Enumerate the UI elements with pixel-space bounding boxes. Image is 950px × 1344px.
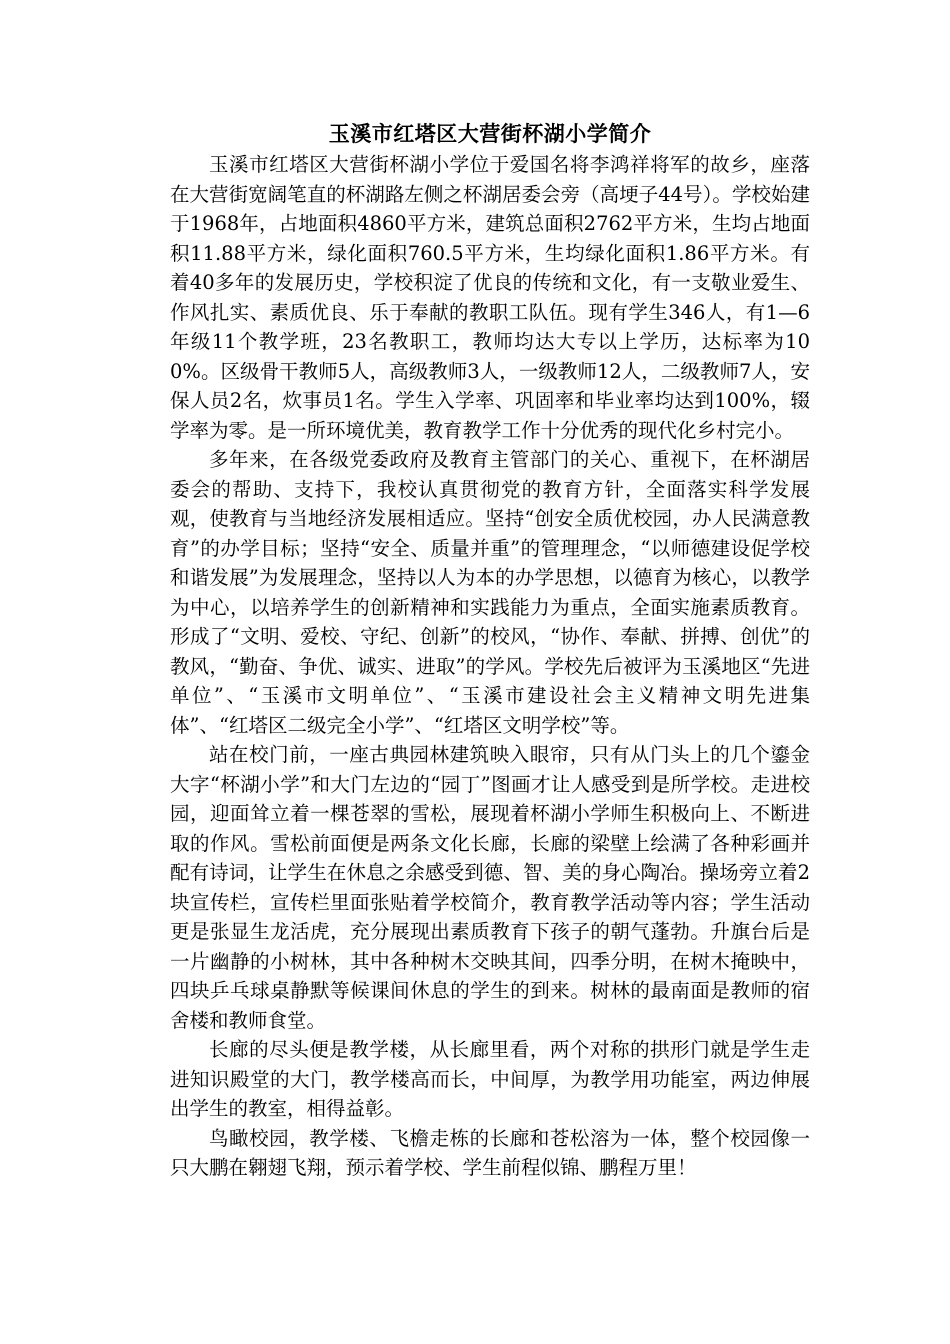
paragraph-school-philosophy: 多年来，在各级党委政府及教育主管部门的关心、重视下，在杯湖居委会的帮助、支持下，我校认真贯彻党的教育方针，全面落实科学发展观，使教育与当地经济发展相适应。坚持“创安全质优校园，办人民满意教育”的办学目标；坚持“安全、质量并重”的管理理念，“以师德建设促学校和谐发展”为发展理念，坚持以人为本的办学思想，以德育为核心，以教学为中心，以培养学生的创新精神和实践能力为重点，全面实施素质教育。形成了“文明、爱校、守纪、创新”的校风，“协作、奉献、拼搏、创优”的教风，“勤奋、争优、诚实、进取”的学风。学校先后被评为玉溪地区“先进单位”、“玉溪市文明单位”、“玉溪市建设社会主义精神文明先进集体”、“红塔区二级完全小学”、“红塔区文明学校”等。 [170, 448, 810, 737]
document-body [170, 118, 810, 1183]
paragraph-teaching-building: 长廊的尽头便是教学楼，从长廊里看，两个对称的拱形门就是学生走进知识殿堂的大门，教学楼高而长，中间厚，为教学用功能室，两边伸展出学生的教室，相得益彰。 [170, 1038, 810, 1120]
paragraph-location-overview: 玉溪市红塔区大营街杯湖小学位于爱国名将李鸿祥将军的故乡，座落在大营街宽阔笔直的杯湖路左侧之杯湖居委会旁（高埂子44号）。学校始建于1968年，占地面积4860平方米，建筑总面积2762平方米，生均占地面积11.88平方米，绿化面积760.5平方米，生均绿化面积1.86平方米。有着40多年的发展历史，学校积淀了优良的传统和文化，有一支敬业爱生、作风扎实、素质优良、乐于奉献的教职工队伍。现有学生346人，有1—6年级11个教学班，23名教职工，教师均达大专以上学历，达标率为100%。区级骨干教师5人，高级教师3人，一级教师12人，二级教师7人，安保人员2名，炊事员1名。学生入学率、巩固率和毕业率均达到100%，辍学率为零。是一所环境优美，教育教学工作十分优秀的现代化乡村完小。 [170, 153, 810, 442]
paragraph-aerial-view: 鸟瞰校园，教学楼、飞檐走栋的长廊和苍松溶为一体，整个校园像一只大鹏在翱翅飞翔，预示着学校、学生前程似锦、鹏程万里！ [170, 1126, 810, 1179]
document-title: 玉溪市红塔区大营街杯湖小学简介 [328, 121, 652, 146]
paragraph-campus-gate: 站在校门前，一座古典园林建筑映入眼帘，只有从门头上的几个鎏金大字“杯湖小学”和大门左边的“园丁”图画才让人感受到是所学校。走进校园，迎面耸立着一棵苍翠的雪松，展现着杯湖小学师生积极向上、不断进取的作风。雪松前面便是两条文化长廊，长廊的梁壁上绘满了各种彩画并配有诗词，让学生在休息之余感受到德、智、美的身心陶冶。操场旁立着2块宣传栏，宣传栏里面张贴着学校简介，教育教学活动等内容；学生活动更是张显生龙活虎，充分展现出素质教育下孩子的朝气蓬勃。升旗台后是一片幽静的小树林，其中各种树木交映其间，四季分明，在树木掩映中，四块乒乓球桌静默等候课间休息的学生的到来。树林的最南面是教师的宿舍楼和教师食堂。 [170, 743, 810, 1032]
